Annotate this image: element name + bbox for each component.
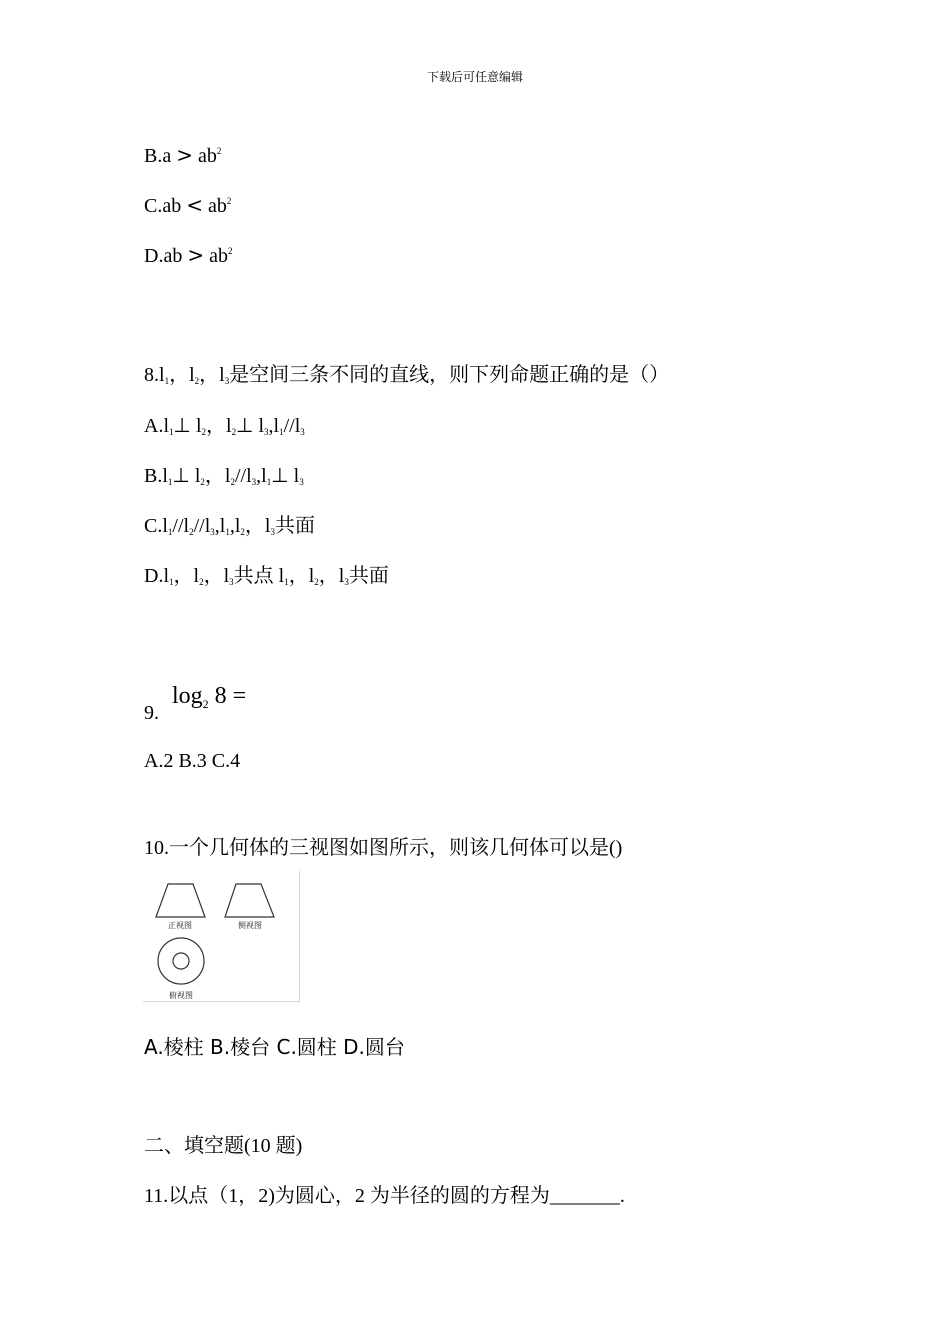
q8-option-c: $C.l_1//l_2//l_3,l_1,l_2$，$l_3$共面 [144, 513, 315, 537]
side-view-label: 侧视图 [238, 921, 262, 930]
side-view-trapezoid [225, 884, 274, 917]
q8-stem: $8.l_1$，$l_2$，$l_3$是空间三条不同的直线，则下列命题正确的是（） [144, 364, 670, 386]
section-title: 二、填空题(10 题) [144, 1135, 303, 1157]
q9-options: A.2 B.3 C.4 [144, 750, 241, 772]
q10-stem: 10.一个几何体的三视图如图所示，则该几何体可以是() [144, 837, 623, 859]
three-view-figure [143, 871, 300, 1002]
q9-formula: $\log_2 8$ = [172, 683, 247, 711]
q7-option-c: $C.ab < ab^2$ [144, 193, 232, 217]
q8-option-b: $B.l_1\perp$ $l_2$，$l_2//l_3,l_1\perp$ $l_3$ [144, 463, 304, 487]
q9-number: 9. [144, 702, 159, 724]
q7-option-d: $D.ab > ab^2$ [144, 243, 233, 267]
q10-options: A.棱柱 B.棱台 C.圆柱 D.圆台 [144, 1035, 405, 1059]
front-view-trapezoid [156, 884, 205, 917]
top-view-inner-circle [173, 953, 189, 969]
front-view-label: 正视图 [168, 921, 192, 930]
q8-option-d: $D.l_1$，$l_2$，$l_3$共点 $l_1$，$l_2$，$l_3$共面 [144, 563, 389, 587]
q8-option-a: $A.l_1\perp$ $l_2$，$l_2\perp$ $l_3,l_1//l_3$ [144, 413, 305, 437]
top-view-label: 俯视图 [169, 991, 193, 1000]
q7-option-b: $B.a > ab^2$ [144, 143, 222, 167]
top-view-outer-circle [158, 938, 204, 984]
three-view-drawing [143, 871, 299, 1001]
q11-stem: 11.以点（1，2)为圆心，2 为半径的圆的方程为_______. [144, 1185, 625, 1207]
page-header: 下载后可任意编辑 [426, 70, 523, 84]
